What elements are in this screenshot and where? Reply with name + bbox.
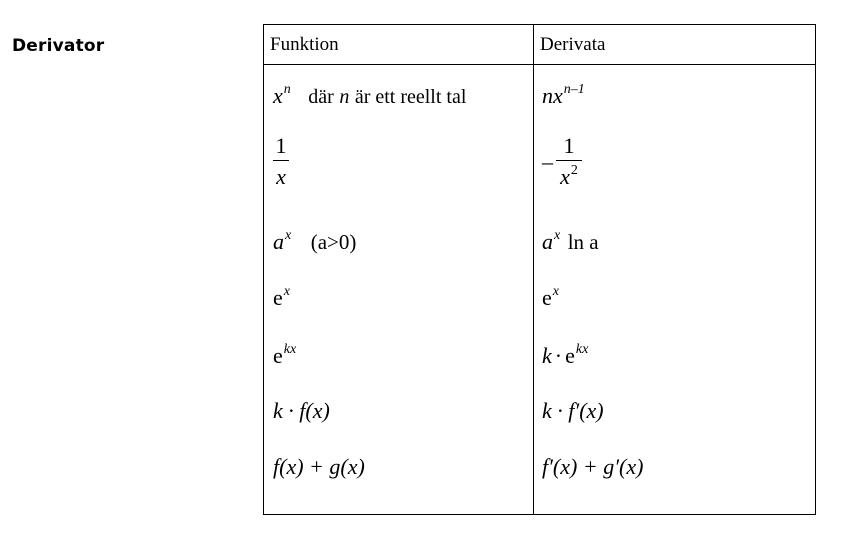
derivative-exp-a-exp: x	[554, 228, 561, 243]
derivative-reciprocal-denominator	[560, 161, 578, 188]
derivative-exp-kx-base: e	[565, 343, 575, 368]
function-reciprocal-denominator: x	[276, 164, 286, 189]
function-power	[273, 82, 467, 108]
function-power-note-var: n	[339, 86, 350, 108]
derivative-reciprocal-sign: –	[542, 148, 553, 174]
function-reciprocal	[273, 135, 289, 188]
derivative-constant-multiple-text: k · f′(x)	[542, 398, 604, 423]
column-divider	[533, 25, 534, 514]
function-exp-kx-base: e	[273, 343, 283, 368]
section-heading: Derivator	[12, 36, 105, 56]
derivative-exponential-a	[542, 228, 599, 254]
function-power-note-pre: där	[308, 86, 334, 108]
function-sum-text: f(x) + g(x)	[273, 454, 365, 479]
header-divider	[264, 64, 815, 65]
derivative-exp-kx-exp: kx	[575, 342, 589, 357]
derivative-exponential-e	[542, 284, 559, 310]
derivative-power	[542, 82, 585, 108]
derivative-exp-e-exp: x	[552, 284, 559, 299]
derivative-exp-kx-factor: k	[542, 343, 552, 368]
header-derivative: Derivata	[540, 34, 606, 55]
derivative-power-base: nx	[542, 83, 563, 108]
derivative-power-exp: n–1	[563, 82, 585, 97]
derivative-reciprocal-fraction	[556, 135, 582, 188]
function-exp-e-exp: x	[283, 284, 290, 299]
function-exp-a-condition: (a>0)	[310, 230, 357, 254]
function-exp-a-exp: x	[285, 228, 292, 243]
derivative-reciprocal-den-exp: 2	[570, 163, 578, 178]
header-function: Funktion	[270, 34, 339, 55]
derivative-sum	[542, 456, 643, 478]
function-power-base: x	[273, 83, 283, 108]
function-exponential-a	[273, 228, 357, 254]
function-exp-e-base: e	[273, 285, 283, 310]
function-sum	[273, 456, 365, 478]
derivative-constant-multiple	[542, 400, 604, 422]
derivative-table	[263, 24, 816, 515]
function-constant-multiple-text: k · f(x)	[273, 398, 330, 423]
derivative-reciprocal	[542, 135, 582, 188]
function-exponential-kx	[273, 342, 297, 368]
function-power-note-post: är ett reellt tal	[354, 86, 467, 108]
derivative-exponential-kx	[542, 342, 589, 368]
derivative-exp-e-base: e	[542, 285, 552, 310]
derivative-exp-kx-dot: ·	[554, 343, 563, 368]
function-exp-kx-exp: kx	[283, 342, 297, 357]
derivative-sum-text: f′(x) + g′(x)	[542, 454, 644, 479]
function-exp-a-base: a	[273, 229, 284, 254]
function-exponential-e	[273, 284, 290, 310]
derivative-exp-a-base: a	[542, 229, 553, 254]
function-reciprocal-fraction	[273, 135, 289, 188]
function-power-exp: n	[283, 82, 291, 97]
function-reciprocal-numerator: 1	[273, 135, 289, 161]
derivative-reciprocal-den-base: x	[560, 164, 570, 189]
function-constant-multiple	[273, 400, 330, 422]
derivative-reciprocal-numerator: 1	[556, 135, 582, 161]
derivative-exp-a-rest: ln a	[567, 230, 599, 254]
